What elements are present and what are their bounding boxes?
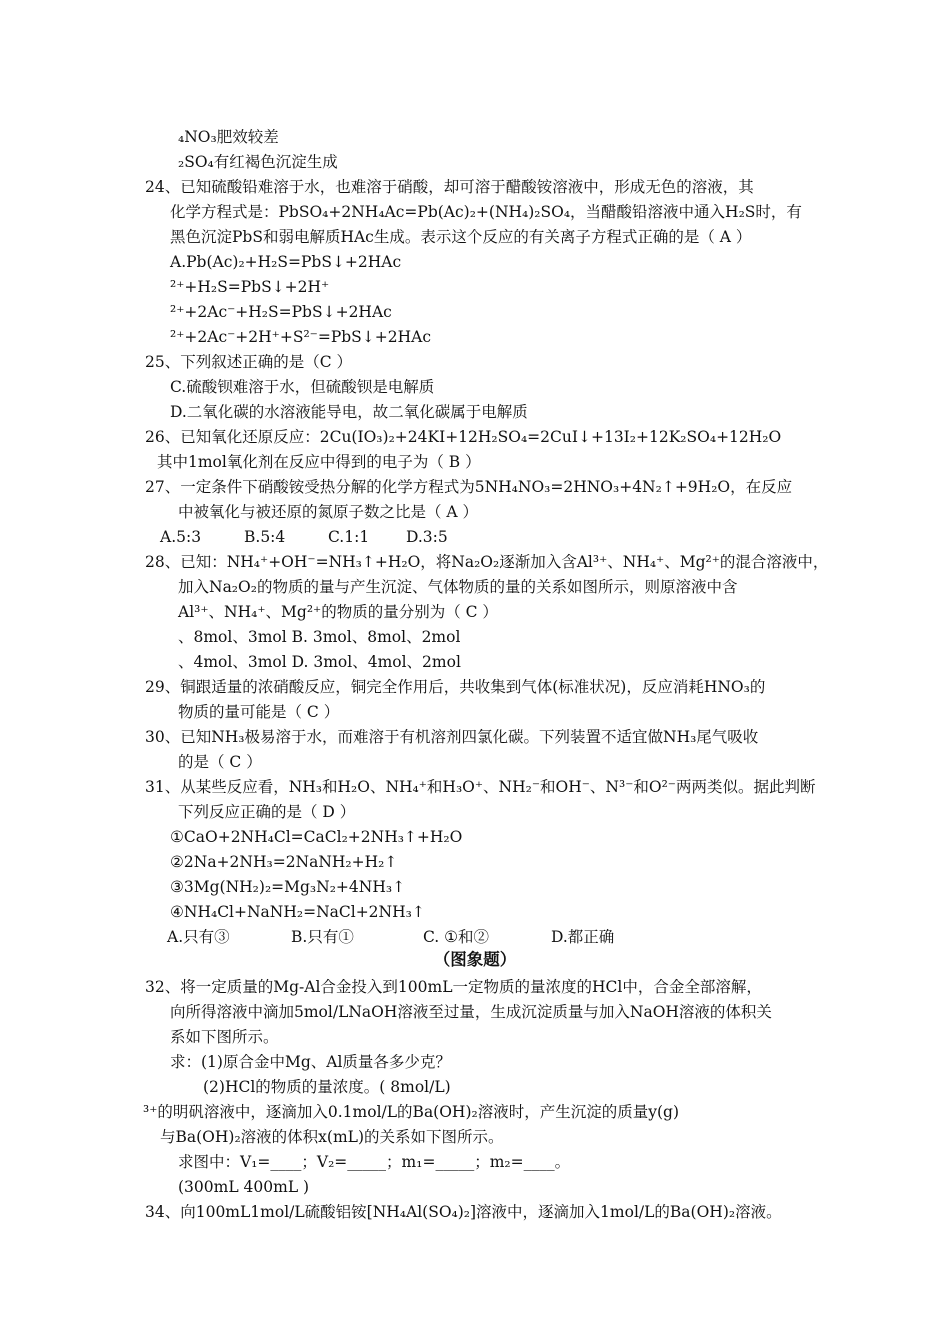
question-27: 27、一定条件下硝酸铵受热分解的化学方程式为5NH₄NO₃=2HNO₃+4N₂↑+9H₂O，在反应	[145, 478, 793, 496]
question-31: 31、从某些反应看，NH₃和H₂O、NH₄⁺和H₃O⁺、NH₂⁻和OH⁻、N³⁻和O²⁻两两类似。据此判断	[145, 778, 816, 796]
question-24: 24、已知硫酸铅难溶于水，也难溶于硝酸，却可溶于醋酸铵溶液中，形成无色的溶液，其	[145, 178, 754, 196]
reaction-1: ①CaO+2NH₄Cl=CaCl₂+2NH₃↑+H₂O	[170, 828, 463, 846]
option-c: C.1:1	[328, 528, 370, 546]
text-line: 黑色沉淀PbS和弱电解质HAc生成。表示这个反应的有关离子方程式正确的是（ A ）	[170, 228, 752, 246]
question-34: 34、向100mL1mol/L硫酸铝铵[NH₄Al(SO₄)₂]溶液中，逐滴加入1mol/L的Ba(OH)₂溶液。	[145, 1203, 782, 1221]
option-d: D.3:5	[406, 528, 448, 546]
text-line: 其中1mol氧化剂在反应中得到的电子为（ B ）	[157, 453, 481, 471]
question-33: ³⁺的明矾溶液中，逐滴加入0.1mol/L的Ba(OH)₂溶液时，产生沉淀的质量y(g)	[143, 1103, 679, 1121]
text-line: (2)HCl的物质的量浓度。( 8mol/L)	[203, 1078, 451, 1096]
text-line: 向所得溶液中滴加5mol/LNaOH溶液至过量，生成沉淀质量与加入NaOH溶液的体积关	[170, 1003, 772, 1021]
option-c: C. ①和②	[423, 928, 490, 946]
question-32: 32、将一定质量的Mg-Al合金投入到100mL一定物质的量浓度的HCl中，合金全部溶解，	[145, 978, 762, 996]
option-b: B.5:4	[244, 528, 286, 546]
text-line: Al³⁺、NH₄⁺、Mg²⁺的物质的量分别为（ C ）	[178, 603, 498, 621]
section-heading: （图象题）	[433, 950, 517, 969]
text-line: ₂SO₄有红褐色沉淀生成	[178, 153, 338, 171]
text-line: 求：(1)原合金中Mg、Al质量各多少克？	[170, 1053, 451, 1071]
option-a: A.只有③	[167, 928, 230, 946]
option-a: A.5:3	[160, 528, 202, 546]
text-line: ₄NO₃肥效较差	[178, 128, 279, 146]
reaction-3: ③3Mg(NH₂)₂=Mg₃N₂+4NH₃↑	[170, 878, 406, 896]
text-line: 中被氧化与被还原的氮原子数之比是（ A ）	[178, 503, 479, 521]
option-d: D.二氧化碳的水溶液能导电，故二氧化碳属于电解质	[170, 403, 528, 421]
options-row: 、4mol、3mol D. 3mol、4mol、2mol	[178, 653, 461, 671]
option-b: B.只有①	[291, 928, 354, 946]
reaction-4: ④NH₄Cl+NaNH₂=NaCl+2NH₃↑	[170, 903, 425, 921]
question-25: 25、下列叙述正确的是（C ）	[145, 353, 353, 371]
question-30: 30、已知NH₃极易溶于水，而难溶于有机溶剂四氯化碳。下列装置不适宜做NH₃尾气吸收	[145, 728, 759, 746]
text-line: 化学方程式是：PbSO₄+2NH₄Ac=Pb(Ac)₂+(NH₄)₂SO₄，当醋酸铅溶液中通入H₂S时，有	[170, 203, 802, 221]
option-b: ²⁺+H₂S=PbS↓+2H⁺	[170, 278, 330, 296]
text-line: 求图中：V₁=____；V₂=_____；m₁=_____；m₂=____。	[178, 1153, 571, 1171]
question-26: 26、已知氧化还原反应：2Cu(IO₃)₂+24KI+12H₂SO₄=2CuI↓+13I₂+12K₂SO₄+12H₂O	[145, 428, 782, 446]
text-line: 加入Na₂O₂的物质的量与产生沉淀、气体物质的量的关系如图所示，则原溶液中含	[178, 578, 738, 596]
text-line: 的是（ C ）	[178, 753, 262, 771]
question-29: 29、铜跟适量的浓硝酸反应，铜完全作用后，共收集到气体(标准状况)，反应消耗HNO₃的	[145, 678, 766, 696]
option-a: A.Pb(Ac)₂+H₂S=PbS↓+2HAc	[170, 253, 402, 271]
text-line: 系如下图所示。	[170, 1028, 279, 1046]
option-c: C.硫酸钡难溶于水，但硫酸钡是电解质	[170, 378, 435, 396]
text-line: 下列反应正确的是（ D ）	[178, 803, 356, 821]
text-line: 与Ba(OH)₂溶液的体积x(mL)的关系如下图所示。	[160, 1128, 504, 1146]
options-row: 、8mol、3mol B. 3mol、8mol、2mol	[178, 628, 461, 646]
question-28: 28、已知：NH₄⁺+OH⁻=NH₃↑+H₂O，将Na₂O₂逐渐加入含Al³⁺、NH₄⁺、Mg²⁺的混合溶液中，	[145, 553, 829, 571]
option-c: ²⁺+2Ac⁻+H₂S=PbS↓+2HAc	[170, 303, 392, 321]
answer-line: (300mL 400mL )	[178, 1178, 310, 1196]
options-row	[167, 927, 614, 947]
options-row	[160, 527, 448, 547]
reaction-2: ②2Na+2NH₃=2NaNH₂+H₂↑	[170, 853, 398, 871]
option-d: ²⁺+2Ac⁻+2H⁺+S²⁻=PbS↓+2HAc	[170, 328, 432, 346]
option-d: D.都正确	[551, 928, 615, 946]
text-line: 物质的量可能是（ C ）	[178, 703, 340, 721]
